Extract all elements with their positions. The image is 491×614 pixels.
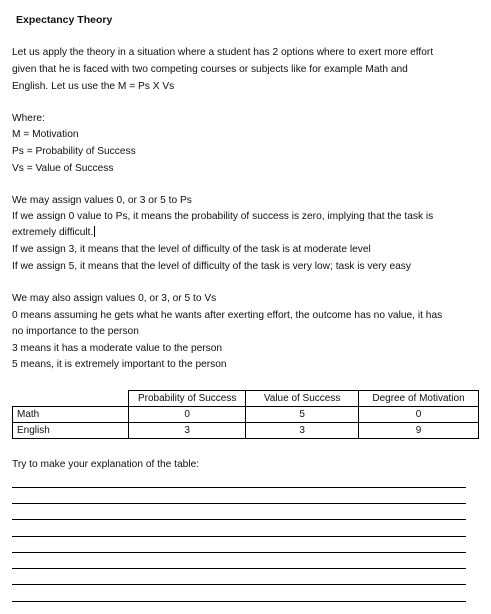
table-cell: 3 <box>129 423 246 439</box>
document-title: Expectancy Theory <box>16 14 113 26</box>
ps-three: If we assign 3, it means that the level of difficulty of the task is at moderate level <box>12 244 371 255</box>
table-header-cell <box>13 391 129 407</box>
definition-value: Vs = Value of Success <box>12 163 114 174</box>
table-cell: 5 <box>246 407 359 423</box>
answer-line[interactable] <box>12 536 466 537</box>
table-row <box>13 407 479 423</box>
table-row <box>13 423 479 439</box>
table-cell: 0 <box>359 407 479 423</box>
table-cell: Math <box>13 407 129 423</box>
table-cell: 9 <box>359 423 479 439</box>
answer-line[interactable] <box>12 552 466 553</box>
ps-zero-text: extremely difficult. <box>12 227 94 238</box>
definition-motivation: M = Motivation <box>12 129 79 140</box>
table-cell: English <box>13 423 129 439</box>
table-header-cell: Probability of Success <box>129 391 246 407</box>
answer-line[interactable] <box>12 487 466 488</box>
table-header-cell: Value of Success <box>246 391 359 407</box>
text-cursor <box>94 226 95 237</box>
ps-zero-line-2 <box>12 226 482 240</box>
ps-intro: We may assign values 0, or 3 or 5 to Ps <box>12 195 192 206</box>
table-header-row <box>13 391 479 407</box>
vs-five: 5 means, it is extremely important to the person <box>12 359 227 370</box>
answer-line[interactable] <box>12 503 466 504</box>
answer-line[interactable] <box>12 519 466 520</box>
motivation-table <box>12 390 479 439</box>
ps-zero-line-1: If we assign 0 value to Ps, it means the probability of success is zero, implying that the task is <box>12 211 434 222</box>
vs-zero-line-2: no importance to the person <box>12 326 139 337</box>
definition-probability: Ps = Probability of Success <box>12 146 136 157</box>
intro-line-2: given that he is faced with two competing courses or subjects like for example Math and <box>12 64 408 75</box>
answer-line[interactable] <box>12 601 466 602</box>
table-header-cell: Degree of Motivation <box>359 391 479 407</box>
ps-five: If we assign 5, it means that the level of difficulty of the task is very low; task is very easy <box>12 261 411 272</box>
intro-line-3: English. Let us use the M = Ps X Vs <box>12 81 175 92</box>
prompt-text: Try to make your explanation of the table: <box>12 459 200 470</box>
vs-three: 3 means it has a moderate value to the person <box>12 343 223 354</box>
where-heading: Where: <box>12 113 45 124</box>
intro-line-1: Let us apply the theory in a situation where a student has 2 options where to exert more effort <box>12 47 434 58</box>
table-cell: 3 <box>246 423 359 439</box>
table-cell: 0 <box>129 407 246 423</box>
vs-intro: We may also assign values 0, or 3, or 5 to Vs <box>12 293 217 304</box>
vs-zero-line-1: 0 means assuming he gets what he wants after exerting effort, the outcome has no value, it has <box>12 310 443 321</box>
answer-line[interactable] <box>12 568 466 569</box>
answer-line[interactable] <box>12 584 466 585</box>
